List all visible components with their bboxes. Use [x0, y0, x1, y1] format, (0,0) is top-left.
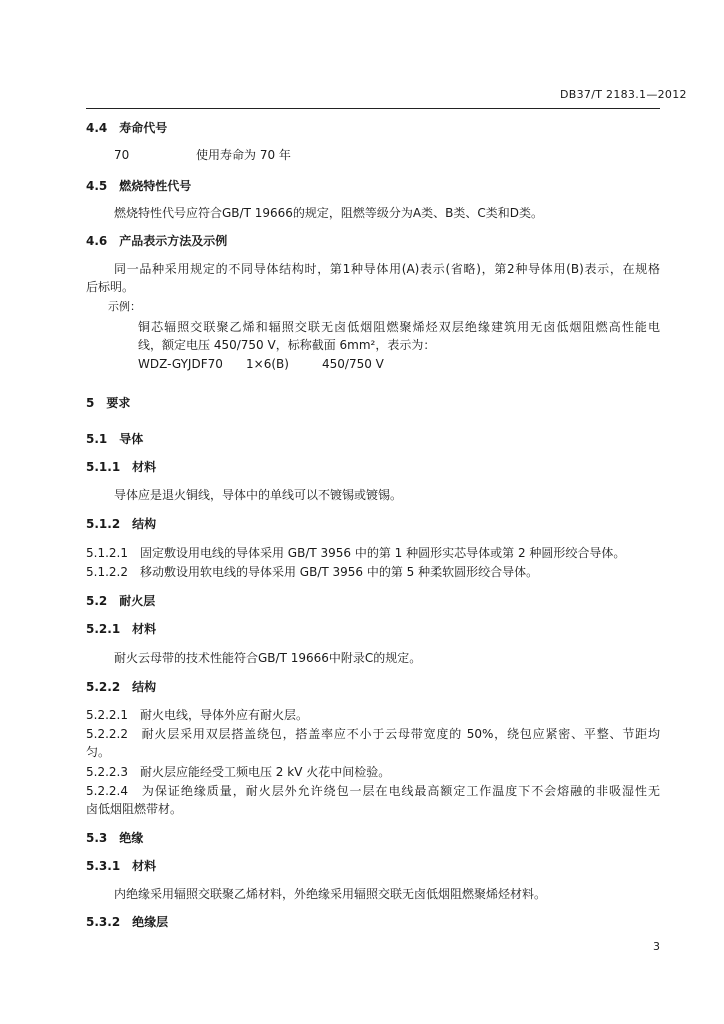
clause-5-2-2-4-line2: 卤低烟阻燃带材。 — [86, 802, 183, 816]
paragraph-4-5: 燃烧特性代号应符合GB/T 19666的规定，阻燃等级分为A类、B类、C类和D类。 — [114, 206, 543, 220]
example-model: WDZ-GYJDF70 — [138, 357, 223, 371]
document-code: DB37/T 2183.1—2012 — [560, 88, 687, 101]
paragraph-4-6-line1: 同一品种采用规定的不同导体结构时，第1种导体用(A)表示(省略)，第2种导体用(B)表示，在规格 — [114, 262, 660, 276]
clause-5-2-2-4-line1: 5.2.2.4 为保证绝缘质量，耐火层外允许绕包一层在电线最高额定工作温度下不会熔融的非吸湿性无 — [86, 784, 660, 798]
heading-4-4: 4.4 寿命代号 — [86, 121, 168, 135]
example-voltage: 450/750 V — [322, 357, 384, 371]
heading-5-2-2: 5.2.2 结构 — [86, 680, 157, 694]
heading-4-5: 4.5 燃烧特性代号 — [86, 179, 192, 193]
heading-5-3-1: 5.3.1 材料 — [86, 859, 157, 873]
example-spec: 1×6(B) — [246, 357, 289, 371]
example-line2: 线，额定电压 450/750 V，标称截面 6mm²，表示为： — [138, 338, 436, 352]
heading-5-1-2: 5.1.2 结构 — [86, 517, 157, 531]
clause-5-2-2-2-line2: 匀。 — [86, 745, 111, 759]
heading-5-2-1: 5.2.1 材料 — [86, 622, 157, 636]
paragraph-5-3-1: 内绝缘采用辐照交联聚乙烯材料，外绝缘采用辐照交联无卤低烟阻燃聚烯烃材料。 — [114, 887, 547, 901]
page-number: 3 — [653, 940, 660, 953]
clause-5-1-2-1: 5.1.2.1 固定敷设用电线的导体采用 GB/T 3956 中的第 1 种圆形实芯导体或第 2 种圆形绞合导体。 — [86, 546, 626, 560]
paragraph-5-2-1: 耐火云母带的技术性能符合GB/T 19666中附录C的规定。 — [114, 651, 422, 665]
heading-5-3-2: 5.3.2 绝缘层 — [86, 915, 169, 929]
header-divider — [86, 108, 660, 109]
heading-5-3: 5.3 绝缘 — [86, 831, 144, 845]
example-line1: 铜芯辐照交联聚乙烯和辐照交联无卤低烟阻燃聚烯烃双层绝缘建筑用无卤低烟阻燃高性能电 — [138, 320, 660, 334]
heading-5-1: 5.1 导体 — [86, 432, 144, 446]
heading-5: 5 要求 — [86, 396, 131, 410]
life-code-desc: 使用寿命为 70 年 — [196, 148, 291, 162]
clause-5-2-2-1: 5.2.2.1 耐火电线，导体外应有耐火层。 — [86, 708, 308, 722]
clause-5-1-2-2: 5.1.2.2 移动敷设用软电线的导体采用 GB/T 3956 中的第 5 种柔软圆形绞合导体。 — [86, 565, 539, 579]
paragraph-5-1-1: 导体应是退火铜线，导体中的单线可以不镀锡或镀锡。 — [114, 488, 403, 502]
clause-5-2-2-3: 5.2.2.3 耐火层应能经受工频电压 2 kV 火花中间检验。 — [86, 765, 391, 779]
heading-5-1-1: 5.1.1 材料 — [86, 460, 157, 474]
life-code-value: 70 — [114, 148, 130, 162]
paragraph-4-6-line2: 后标明。 — [86, 280, 135, 294]
heading-5-2: 5.2 耐火层 — [86, 594, 156, 608]
clause-5-2-2-2-line1: 5.2.2.2 耐火层采用双层搭盖绕包，搭盖率应不小于云母带宽度的 50%，绕包应紧密、平整、节距均 — [86, 727, 660, 741]
example-label: 示例： — [108, 300, 141, 313]
heading-4-6: 4.6 产品表示方法及示例 — [86, 234, 228, 248]
